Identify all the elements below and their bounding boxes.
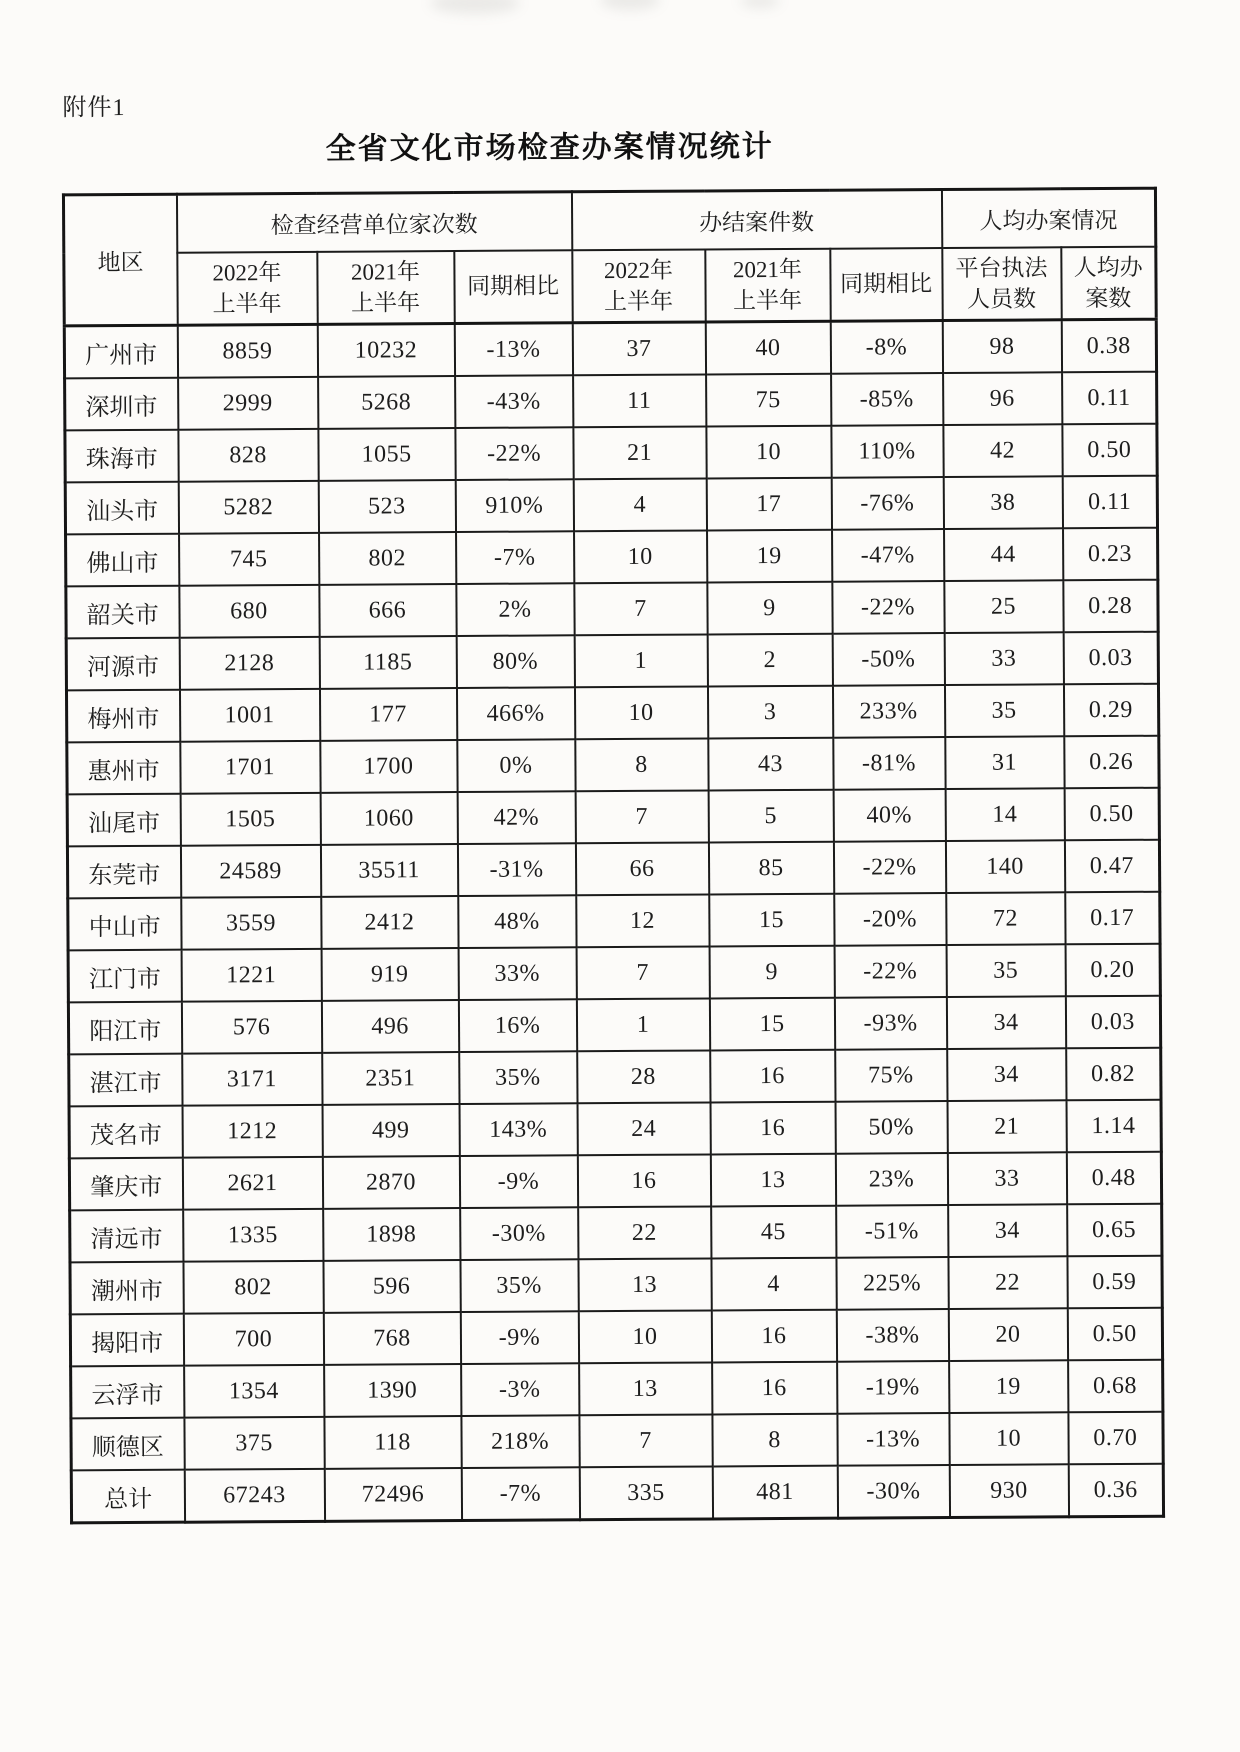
cell-cases-2022: 1 [574,634,707,687]
cell-inspections-2022: 2999 [178,377,318,430]
cell-inspections-2021: 523 [318,480,455,533]
table-row [68,944,1160,1003]
header-inspections-2022h1: 2022年 上半年 [177,252,317,325]
cell-cases-per-capita: 0.26 [1064,736,1159,789]
cell-inspections-yoy: 143% [459,1103,577,1156]
table-row [66,632,1158,691]
attachment-label: 附件1 [62,95,126,122]
cell-inspections-yoy: -7% [461,1467,579,1520]
cell-inspections-yoy: 0% [457,739,575,792]
cell-cases-yoy: -22% [832,581,944,634]
cell-cases-yoy: 50% [835,1101,947,1154]
cell-officers: 21 [947,1100,1066,1153]
cell-inspections-2022: 802 [183,1261,323,1314]
cell-officers: 33 [947,1152,1066,1205]
cell-inspections-2022: 576 [181,1001,321,1054]
cell-cases-per-capita: 0.11 [1062,476,1157,529]
header-cases-per-capita: 人均办 案数 [1061,247,1156,320]
cell-region: 东莞市 [67,846,180,899]
cell-inspections-yoy: 466% [456,687,574,740]
cell-region: 河源市 [66,638,179,691]
header-group-inspected-units: 检查经营单位家次数 [176,192,571,253]
table-row [70,1308,1162,1367]
cell-inspections-2022: 375 [184,1417,324,1470]
header-cases-2021h1: 2021年 上半年 [705,249,830,322]
cell-cases-2022: 37 [572,322,705,375]
cell-cases-per-capita: 0.70 [1068,1412,1163,1465]
cell-officers: 72 [946,892,1065,945]
cell-inspections-yoy: 218% [461,1415,579,1468]
cell-cases-2022: 12 [576,894,709,947]
cell-cases-2022: 1 [576,998,709,1051]
cell-inspections-2022: 2621 [182,1157,322,1210]
cell-cases-per-capita: 0.29 [1063,684,1158,737]
cell-cases-yoy: -19% [837,1361,949,1414]
cell-cases-per-capita: 0.47 [1064,840,1159,893]
cell-cases-yoy: -50% [832,633,944,686]
cell-cases-yoy: -38% [836,1309,948,1362]
cell-inspections-2022: 2128 [179,637,319,690]
table-row [70,1204,1162,1263]
cell-region: 总计 [71,1470,184,1523]
cell-inspections-yoy: 48% [458,895,576,948]
cell-officers: 25 [944,580,1063,633]
cell-region: 惠州市 [67,742,180,795]
cell-inspections-2021: 1055 [318,428,455,481]
cell-officers: 42 [943,424,1062,477]
cell-cases-2021: 8 [712,1414,837,1467]
cell-cases-2021: 9 [709,946,834,999]
cell-cases-2021: 15 [709,998,834,1051]
cell-region: 顺德区 [71,1418,184,1471]
cell-inspections-2022: 745 [179,533,319,586]
cell-inspections-2021: 1700 [320,740,457,793]
header-cases-yoy: 同期相比 [830,248,942,321]
header-inspections-yoy: 同期相比 [454,250,572,323]
cell-inspections-2021: 35511 [320,844,457,897]
cell-inspections-2021: 72496 [324,1468,461,1521]
table-header [63,188,1156,326]
cell-inspections-2022: 3559 [181,897,321,950]
cell-cases-per-capita: 0.38 [1061,319,1156,372]
cell-cases-yoy: -30% [837,1465,949,1518]
cell-cases-per-capita: 0.82 [1066,1048,1161,1101]
cell-inspections-2022: 5282 [178,481,318,534]
table-row [65,424,1157,483]
cell-cases-per-capita: 0.11 [1062,372,1157,425]
cell-region: 珠海市 [65,430,178,483]
cell-officers: 140 [945,840,1064,893]
cell-cases-2022: 28 [577,1050,710,1103]
cell-officers: 19 [949,1360,1068,1413]
header-group-closed-cases: 办结案件数 [571,190,941,251]
table-row [70,1256,1162,1315]
cell-region: 梅州市 [66,690,179,743]
cell-cases-2022: 7 [575,790,708,843]
cell-cases-2022: 66 [575,842,708,895]
cell-inspections-2021: 1060 [320,792,457,845]
cell-inspections-2021: 802 [319,532,456,585]
statistics-table [62,187,1165,1525]
cell-inspections-2022: 67243 [184,1469,324,1522]
cell-cases-yoy: 75% [835,1049,947,1102]
cell-cases-per-capita: 0.65 [1067,1204,1162,1257]
cell-inspections-2022: 1701 [180,741,320,794]
header-inspections-2021h1: 2021年 上半年 [317,251,454,324]
table-row [69,1100,1161,1159]
cell-inspections-2022: 680 [179,585,319,638]
cell-inspections-2021: 2870 [322,1156,459,1209]
cell-inspections-yoy: 16% [458,999,576,1052]
cell-cases-2021: 40 [705,321,830,374]
cell-officers: 33 [944,632,1063,685]
table-row [66,684,1158,743]
table-row [67,788,1159,847]
cell-cases-2022: 11 [573,374,706,427]
cell-cases-per-capita: 0.03 [1065,996,1160,1049]
cell-cases-2021: 2 [707,634,832,687]
cell-region: 阳江市 [68,1002,181,1055]
cell-inspections-2021: 499 [322,1104,459,1157]
cell-officers: 96 [943,372,1062,425]
cell-officers: 44 [944,528,1063,581]
cell-region: 揭阳市 [70,1314,183,1367]
cell-region: 清远市 [70,1210,183,1263]
cell-cases-yoy: 40% [833,789,945,842]
cell-officers: 14 [945,788,1064,841]
cell-inspections-yoy: -22% [455,427,573,480]
cell-cases-yoy: -81% [833,737,945,790]
cell-officers: 20 [948,1308,1067,1361]
cell-cases-2021: 10 [706,426,831,479]
cell-cases-yoy: -22% [833,841,945,894]
cell-officers: 10 [949,1412,1068,1465]
cell-cases-2021: 17 [706,478,831,531]
cell-cases-2021: 5 [708,790,833,843]
cell-cases-2021: 75 [706,374,831,427]
cell-cases-yoy: -93% [834,997,946,1050]
cell-region: 茂名市 [69,1106,182,1159]
cell-cases-2022: 13 [578,1258,711,1311]
cell-cases-yoy: -85% [831,373,943,426]
cell-region: 江门市 [68,950,181,1003]
cell-inspections-yoy: -9% [459,1155,577,1208]
cell-cases-2021: 13 [710,1154,835,1207]
table-row [68,996,1160,1055]
cell-officers: 38 [943,476,1062,529]
cell-inspections-2022: 8859 [177,324,317,377]
cell-cases-yoy: -8% [830,321,942,374]
cell-inspections-2021: 1185 [319,636,456,689]
cell-cases-2021: 85 [708,842,833,895]
header-group-per-capita: 人均办案情况 [941,188,1155,248]
cell-cases-2022: 10 [574,686,707,739]
table-row [64,319,1156,378]
cell-inspections-2022: 828 [178,429,318,482]
cell-inspections-2022: 24589 [180,845,320,898]
table-body [64,319,1163,1523]
cell-cases-per-capita: 0.23 [1063,528,1158,581]
cell-inspections-2021: 1898 [323,1208,460,1261]
cell-officers: 31 [945,736,1064,789]
cell-cases-2022: 8 [575,738,708,791]
cell-cases-2021: 16 [710,1102,835,1155]
cell-region: 佛山市 [66,534,179,587]
cell-inspections-2021: 118 [324,1416,461,1469]
cell-cases-yoy: 23% [835,1153,947,1206]
cell-region: 潮州市 [70,1262,183,1315]
cell-inspections-2022: 1001 [179,689,319,742]
cell-inspections-2022: 700 [183,1313,323,1366]
cell-cases-yoy: -22% [834,945,946,998]
cell-inspections-yoy: 42% [457,791,575,844]
cell-inspections-2022: 1505 [180,793,320,846]
header-cases-2022h1: 2022年 上半年 [572,249,705,322]
cell-cases-2021: 4 [711,1258,836,1311]
cell-inspections-2021: 666 [319,584,456,637]
header-region: 地区 [63,194,177,326]
cell-cases-2022: 4 [573,478,706,531]
cell-cases-2021: 16 [711,1310,836,1363]
cell-region: 云浮市 [71,1366,184,1419]
cell-cases-2021: 15 [709,894,834,947]
cell-inspections-2021: 919 [321,948,458,1001]
cell-region: 肇庆市 [69,1158,182,1211]
table-row [66,528,1158,587]
cell-inspections-2022: 1335 [183,1209,323,1262]
cell-cases-2021: 3 [707,686,832,739]
cell-cases-per-capita: 1.14 [1066,1100,1161,1153]
cell-cases-2021: 19 [707,530,832,583]
cell-inspections-2021: 496 [321,1000,458,1053]
table-row [65,476,1157,535]
cell-officers: 930 [949,1464,1068,1517]
cell-inspections-2021: 768 [323,1312,460,1365]
cell-region: 汕头市 [65,482,178,535]
cell-inspections-yoy: -7% [456,531,574,584]
cell-officers: 98 [942,320,1061,373]
cell-cases-2021: 45 [711,1206,836,1259]
cell-region: 韶关市 [66,586,179,639]
total-row [71,1464,1163,1523]
cell-cases-2022: 13 [579,1362,712,1415]
cell-inspections-2021: 1390 [324,1364,461,1417]
cell-cases-per-capita: 0.48 [1066,1152,1161,1205]
cell-officers: 34 [946,996,1065,1049]
cell-cases-per-capita: 0.68 [1068,1360,1163,1413]
cell-inspections-yoy: 2% [456,583,574,636]
cell-cases-yoy: -76% [831,477,943,530]
cell-inspections-2021: 2412 [321,896,458,949]
cell-officers: 34 [948,1204,1067,1257]
cell-cases-per-capita: 0.28 [1063,580,1158,633]
table-row [71,1412,1163,1471]
cell-cases-per-capita: 0.50 [1064,788,1159,841]
cell-inspections-yoy: -43% [455,375,573,428]
table-row [71,1360,1163,1419]
header-enforcement-staff: 平台执法 人员数 [942,247,1061,320]
cell-cases-2022: 7 [574,582,707,635]
table-row [67,840,1159,899]
cell-cases-2022: 22 [578,1206,711,1259]
cell-cases-per-capita: 0.59 [1067,1256,1162,1309]
cell-region: 汕尾市 [67,794,180,847]
cell-cases-yoy: -20% [834,893,946,946]
table-row [69,1048,1161,1107]
cell-inspections-2021: 177 [319,688,456,741]
cell-inspections-yoy: 80% [456,635,574,688]
cell-inspections-yoy: -31% [457,843,575,896]
cell-cases-per-capita: 0.03 [1063,632,1158,685]
cell-cases-2021: 481 [712,1466,837,1519]
cell-inspections-2022: 3171 [182,1053,322,1106]
cell-inspections-2021: 596 [323,1260,460,1313]
cell-cases-yoy: 225% [836,1257,948,1310]
cell-cases-yoy: -47% [832,529,944,582]
cell-region: 深圳市 [65,378,178,431]
cell-inspections-yoy: 33% [458,947,576,1000]
cell-cases-2022: 21 [573,426,706,479]
table-row [66,580,1158,639]
cell-cases-2022: 7 [576,946,709,999]
cell-cases-2022: 335 [579,1466,712,1519]
cell-cases-per-capita: 0.50 [1067,1308,1162,1361]
cell-inspections-yoy: 910% [455,479,573,532]
cell-officers: 35 [944,684,1063,737]
cell-officers: 34 [947,1048,1066,1101]
table-row [65,372,1157,431]
cell-cases-2022: 16 [577,1154,710,1207]
cell-inspections-2022: 1221 [181,949,321,1002]
cell-cases-yoy: -51% [836,1205,948,1258]
cell-inspections-yoy: -13% [454,323,572,376]
cell-cases-yoy: 233% [832,685,944,738]
cell-cases-2021: 16 [712,1362,837,1415]
cell-cases-per-capita: 0.20 [1065,944,1160,997]
table-row [67,736,1159,795]
cell-region: 湛江市 [69,1054,182,1107]
cell-officers: 22 [948,1256,1067,1309]
cell-cases-2022: 7 [579,1414,712,1467]
cell-inspections-yoy: -9% [460,1311,578,1364]
cell-inspections-yoy: 35% [460,1259,578,1312]
cell-cases-per-capita: 0.17 [1065,892,1160,945]
cell-cases-yoy: -13% [837,1413,949,1466]
cell-cases-per-capita: 0.36 [1068,1464,1163,1517]
cell-cases-2022: 24 [577,1102,710,1155]
cell-inspections-2021: 10232 [317,324,454,377]
cell-cases-2021: 16 [710,1050,835,1103]
cell-cases-per-capita: 0.50 [1062,424,1157,477]
cell-cases-2022: 10 [574,530,707,583]
page-title: 全省文化市场检查办案情况统计 [325,130,774,166]
table-row [68,892,1160,951]
cell-cases-2021: 9 [707,582,832,635]
cell-region: 广州市 [64,325,177,378]
cell-inspections-yoy: 35% [459,1051,577,1104]
cell-cases-2021: 43 [708,738,833,791]
cell-cases-yoy: 110% [831,425,943,478]
cell-region: 中山市 [68,898,181,951]
table-row [69,1152,1161,1211]
cell-inspections-2021: 2351 [322,1052,459,1105]
cell-inspections-yoy: -30% [460,1207,578,1260]
cell-inspections-2022: 1354 [184,1365,324,1418]
cell-cases-2022: 10 [578,1310,711,1363]
cell-inspections-2022: 1212 [182,1105,322,1158]
cell-inspections-2021: 5268 [318,376,455,429]
cell-inspections-yoy: -3% [461,1363,579,1416]
cell-officers: 35 [946,944,1065,997]
